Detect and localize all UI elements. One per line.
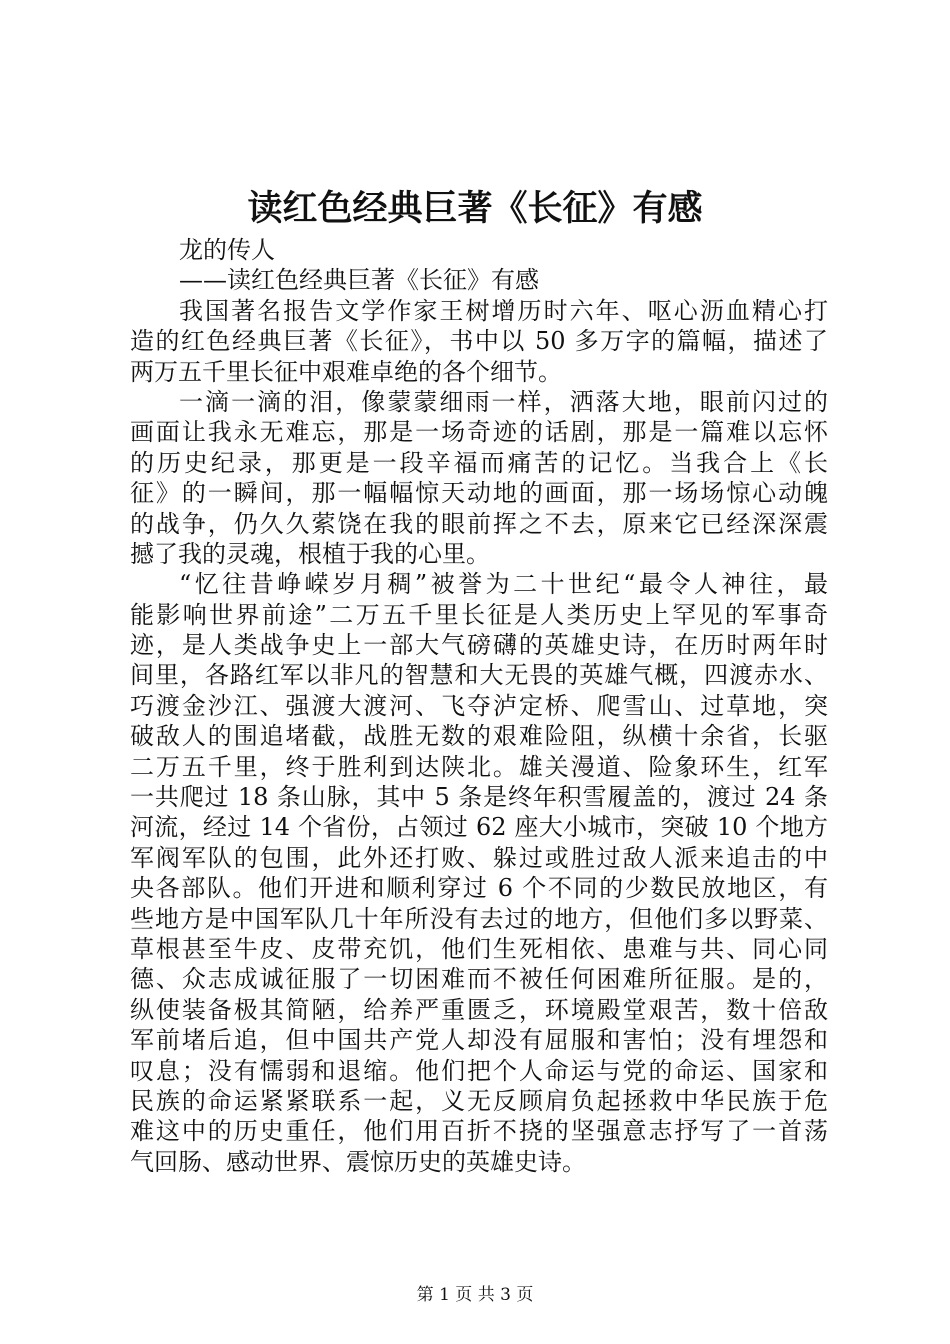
paragraph-3-line: 央各部队。他们开进和顺利穿过 6 个不同的少数民放地区，有 <box>130 874 828 903</box>
paragraph-3-line: 民族的命运紧紧联系一起，义无反顾肩负起拯救中华民族于危 <box>130 1086 828 1115</box>
paragraph-3-line: 军阀军队的包围，此外还打败、躲过或胜过敌人派来追击的中 <box>130 843 828 872</box>
paragraph-2-line: 撼了我的灵魂，根植于我的心里。 <box>130 539 490 568</box>
paragraph-3-line: 二万五千里，终于胜利到达陕北。雄关漫道、险象环生，红军 <box>130 752 828 781</box>
paragraph-2-line: 一滴一滴的泪，像蒙蒙细雨一样，洒落大地，眼前闪过的 <box>179 387 828 416</box>
paragraph-1-line: 造的红色经典巨著《长征》，书中以 50 多万字的篇幅，描述了 <box>130 327 828 356</box>
paragraph-3-line: 一共爬过 18 条山脉，其中 5 条是终年积雪履盖的，渡过 24 条 <box>130 783 828 812</box>
subtitle-heading: ——读红色经典巨著《长征》有感 <box>179 266 539 295</box>
paragraph-3-line: 德、众志成诚征服了一切困难而不被任何困难所征服。是的， <box>130 965 828 994</box>
page-number-footer: 第 1 页 共 3 页 <box>416 1285 534 1305</box>
paragraph-3-line: 间里，各路红军以非凡的智慧和大无畏的英雄气概，四渡赤水、 <box>130 661 828 690</box>
paragraph-3-line: 叹息；没有懦弱和退缩。他们把个人命运与党的命运、国家和 <box>130 1056 828 1085</box>
paragraph-3-line: 军前堵后追，但中国共产党人却没有屈服和害怕；没有埋怨和 <box>130 1026 828 1055</box>
paragraph-3-line: “忆往昔峥嵘岁月稠”被誉为二十世纪“最令人神往，最 <box>179 570 828 599</box>
paragraph-3-line: 草根甚至牛皮、皮带充饥，他们生死相依、患难与共、同心同 <box>130 934 828 963</box>
paragraph-3-line: 纵使装备极其简陋，给养严重匮乏，环境殿堂艰苦，数十倍敌 <box>130 995 828 1024</box>
paragraph-1-line: 我国著名报告文学作家王树增历时六年、呕心沥血精心打 <box>179 296 828 325</box>
paragraph-3-line: 河流，经过 14 个省份，占领过 62 座大小城市，突破 10 个地方 <box>130 813 828 842</box>
paragraph-3-line: 能影响世界前途”二万五千里长征是人类历史上罕见的军事奇 <box>130 600 828 629</box>
paragraph-3-line: 巧渡金沙江、强渡大渡河、飞夺泸定桥、爬雪山、过草地，突 <box>130 691 828 720</box>
paragraph-2-line: 的历史纪录，那更是一段辛福而痛苦的记忆。当我合上《长 <box>130 448 828 477</box>
paragraph-3-line: 难这中的历史重任，他们用百折不挠的坚强意志抒写了一首荡 <box>130 1117 828 1146</box>
paragraph-2-line: 画面让我永无难忘，那是一场奇迹的话剧，那是一篇难以忘怀 <box>130 418 828 447</box>
paragraph-2-line: 的战争，仍久久萦饶在我的眼前挥之不去，原来它已经深深震 <box>130 509 828 538</box>
document-body <box>130 235 828 1177</box>
paragraph-1-line: 两万五千里长征中艰难卓绝的各个细节。 <box>130 357 562 386</box>
paragraph-3-line: 迹，是人类战争史上一部大气磅礴的英雄史诗，在历时两年时 <box>130 631 828 660</box>
paragraph-2-line: 征》的一瞬间，那一幅幅惊天动地的画面，那一场场惊心动魄 <box>130 479 828 508</box>
subtitle-author: 龙的传人 <box>179 236 275 264</box>
document-title: 读红色经典巨著《长征》有感 <box>247 188 703 229</box>
paragraph-3-line: 气回肠、感动世界、震惊历史的英雄史诗。 <box>130 1147 586 1176</box>
paragraph-3-line: 破敌人的围追堵截，战胜无数的艰难险阻，纵横十余省，长驱 <box>130 722 828 751</box>
paragraph-3-line: 些地方是中国军队几十年所没有去过的地方，但他们多以野菜、 <box>130 904 828 933</box>
